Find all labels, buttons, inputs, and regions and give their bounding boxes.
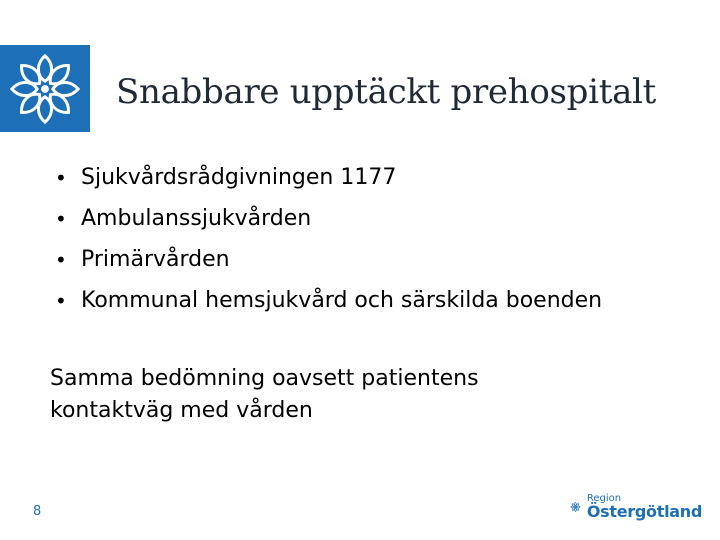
bullet-glyph: • (55, 165, 67, 190)
brand-name-small: Region (586, 493, 622, 504)
bullet-item (55, 198, 602, 239)
bullet-list (55, 157, 602, 321)
region-brand-logo (570, 489, 702, 525)
logo-emblem (0, 45, 90, 132)
snowflake-flower-icon (6, 50, 84, 128)
bullet-item (55, 280, 602, 321)
bullet-glyph: • (55, 247, 67, 272)
bullet-glyph: • (55, 206, 67, 231)
page-number: 8 (33, 504, 42, 519)
brand-wordmark (587, 494, 702, 520)
snowflake-flower-icon (570, 491, 581, 523)
statement-line: Samma bedömning oavsett patientens (50, 366, 479, 391)
bullet-text: Kommunal hemsjukvård och särskilda boenden (81, 288, 603, 313)
statement-line: kontaktväg med vården (50, 398, 313, 423)
statement-text (50, 363, 610, 427)
bullet-item (55, 157, 602, 198)
bullet-item (55, 239, 602, 280)
brand-name-big: Östergötland (586, 502, 702, 521)
bullet-glyph: • (55, 288, 67, 313)
bullet-text: Primärvården (81, 247, 230, 272)
bullet-text: Ambulanssjukvården (81, 206, 312, 231)
slide-title: Snabbare upptäckt prehospitalt (116, 72, 656, 112)
bullet-text: Sjukvårdsrådgivningen 1177 (81, 165, 397, 190)
